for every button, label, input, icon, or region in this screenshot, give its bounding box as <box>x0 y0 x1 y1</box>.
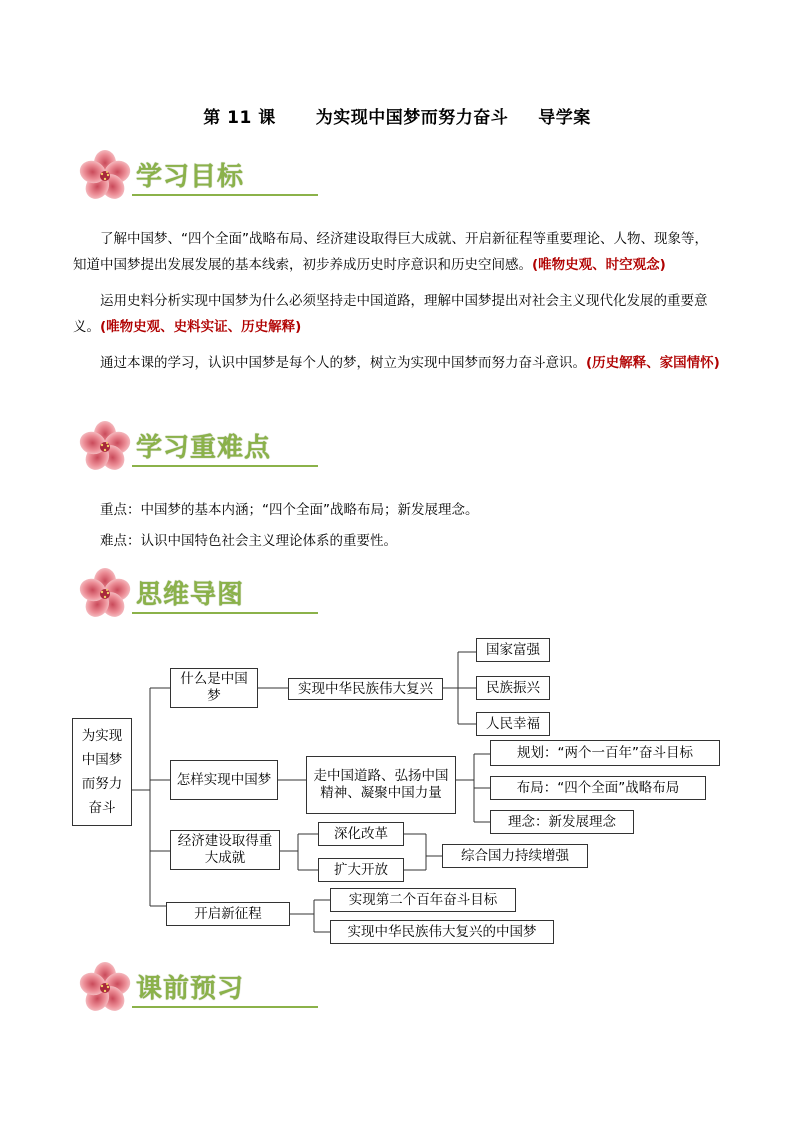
section-mind-map-label: 思维导图 <box>136 580 245 610</box>
mind-map-leaf-layout: 布局：“四个全面”战略布局 <box>490 776 706 800</box>
lesson-kind: 导学案 <box>538 108 591 128</box>
mind-map-leaf-strength: 综合国力持续增强 <box>442 844 588 868</box>
section-key-points-label: 学习重难点 <box>136 433 272 463</box>
goal-2-tag: (唯物史观、史料实证、历史解释) <box>100 319 302 335</box>
section-goals-label: 学习目标 <box>136 162 245 192</box>
mind-map-leaf-second-centenary: 实现第二个百年奋斗目标 <box>330 888 516 912</box>
goal-1-text: 了解中国梦、“四个全面”战略布局、经济建设取得巨大成就、开启新征程等重要理论、人物、现象等，知道中国梦提出发展发展的基本线索，初步养成历史时序意识和历史空间感。 <box>73 231 708 273</box>
key-point-important: 重点：中国梦的基本内涵；“四个全面”战略布局；新发展理念。 <box>100 502 479 518</box>
mind-map-branch-economy: 经济建设取得重大成就 <box>170 830 280 870</box>
mind-map-node-path: 走中国道路、弘扬中国精神、凝聚中国力量 <box>306 756 456 814</box>
mind-map-leaf-plan: 规划：“两个一百年”奋斗目标 <box>490 740 720 766</box>
mind-map-branch-what: 什么是中国梦 <box>170 668 258 708</box>
lesson-number: 第 11 课 <box>203 108 276 128</box>
mind-map-node-opening: 扩大开放 <box>318 858 404 882</box>
mind-map-leaf-chinese-dream: 实现中华民族伟大复兴的中国梦 <box>330 920 554 944</box>
mind-map-node-revival: 实现中华民族伟大复兴 <box>288 678 443 700</box>
section-underline <box>132 1006 318 1008</box>
mind-map-leaf-happiness: 人民幸福 <box>476 712 550 736</box>
section-preview-label: 课前预习 <box>136 974 245 1004</box>
plum-blossom-icon <box>76 962 134 1014</box>
mind-map-leaf-concept: 理念：新发展理念 <box>490 810 634 834</box>
goal-1-tag: (唯物史观、时空观念) <box>532 257 666 273</box>
mind-map-leaf-rejuvenation: 民族振兴 <box>476 676 550 700</box>
mind-map-node-reform: 深化改革 <box>318 822 404 846</box>
lesson-topic: 为实现中国梦而努力奋斗 <box>315 108 509 128</box>
mind-map-branch-new-journey: 开启新征程 <box>166 902 290 926</box>
mind-map-leaf-prosperity: 国家富强 <box>476 638 550 662</box>
goal-3-tag: (历史解释、家国情怀) <box>586 355 720 371</box>
goal-2-text: 运用史料分析实现中国梦为什么必须坚持走中国道路，理解中国梦提出对社会主义现代化发展的重要意义。 <box>73 293 708 335</box>
section-preview <box>76 962 276 1014</box>
mind-map-branch-how: 怎样实现中国梦 <box>170 760 278 800</box>
mind-map-root: 为实现中国梦而努力奋斗 <box>72 718 132 826</box>
key-point-difficult: 难点：认识中国特色社会主义理论体系的重要性。 <box>100 533 397 549</box>
goal-3-text: 通过本课的学习，认识中国梦是每个人的梦，树立为实现中国梦而努力奋斗意识。 <box>100 355 586 371</box>
